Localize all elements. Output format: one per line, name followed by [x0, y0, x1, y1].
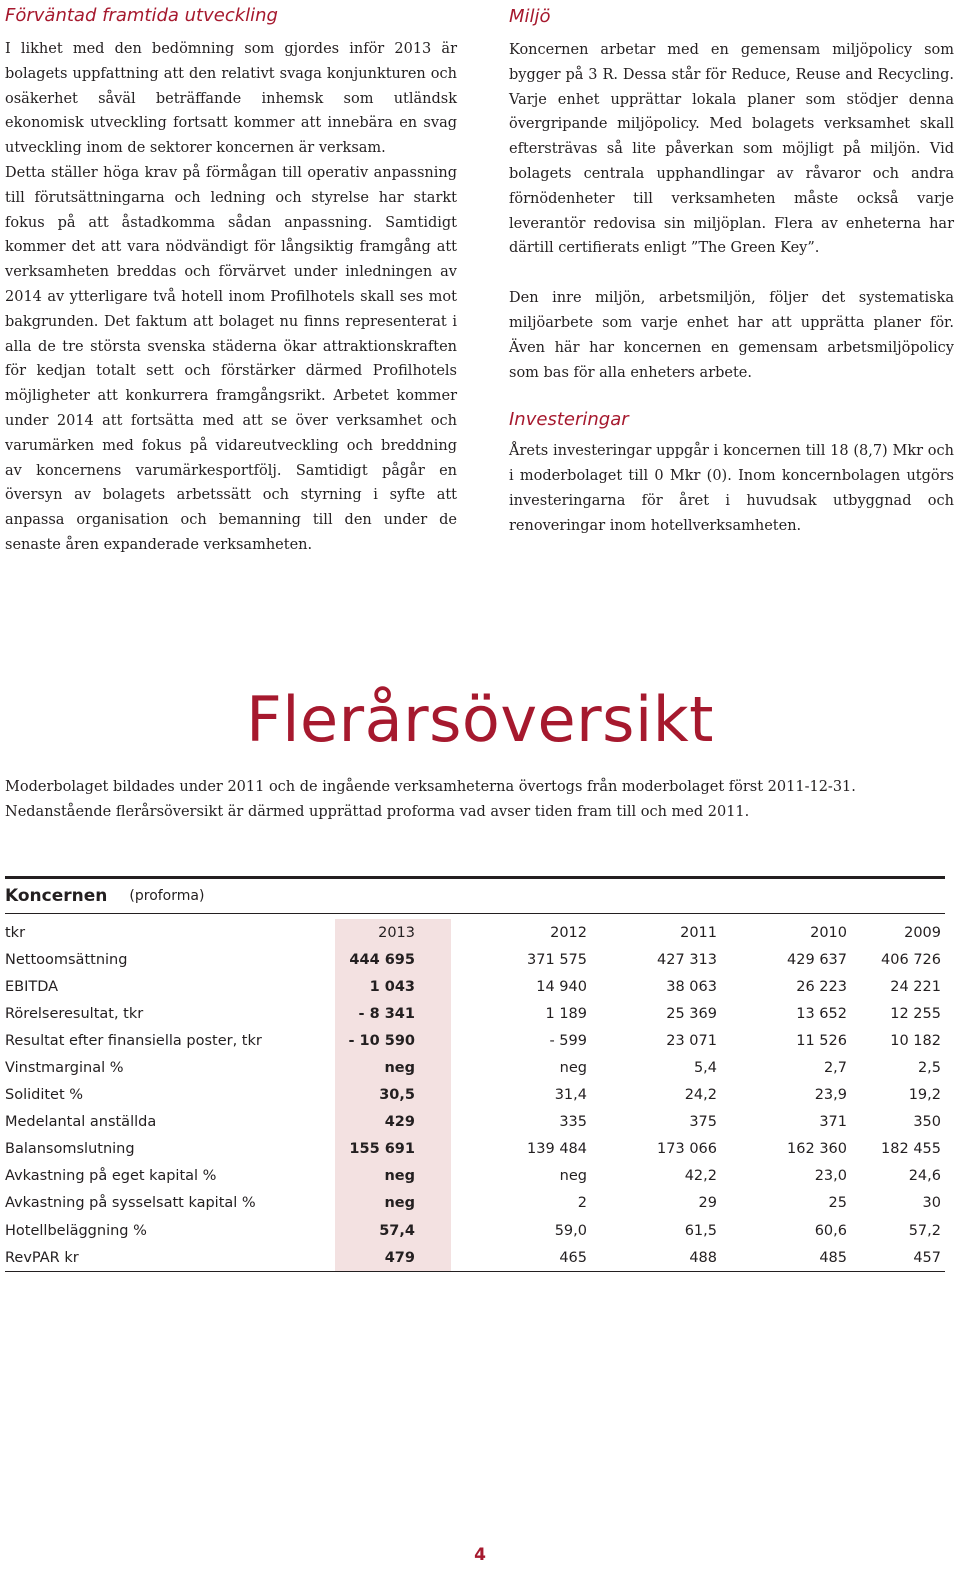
table-cell: 30,5	[335, 1082, 451, 1109]
table-header-cell: 2013	[335, 919, 451, 946]
table-header-cell: 2012	[550, 924, 587, 941]
multi-year-table-section	[5, 876, 945, 1272]
table-cell: neg	[335, 1190, 451, 1217]
table-cell: 19,2	[908, 1087, 941, 1104]
table-cell: 42,2	[684, 1168, 717, 1185]
table-cell: - 599	[549, 1032, 587, 1049]
table-row	[5, 1082, 945, 1109]
table-cell: 429	[335, 1109, 451, 1136]
table-cell: 26 223	[796, 978, 847, 995]
table-cell: 406 726	[881, 951, 941, 968]
table-cell: 12 255	[890, 1005, 941, 1022]
table-row-label: Avkastning på eget kapital %	[5, 1168, 217, 1185]
table-cell: 182 455	[881, 1141, 941, 1158]
table-row-label: Avkastning på sysselsatt kapital %	[5, 1195, 256, 1212]
table-cell: 25 369	[666, 1005, 717, 1022]
table-cell: 1 189	[545, 1005, 587, 1022]
table-cell: 59,0	[554, 1222, 587, 1239]
table-cell: 29	[698, 1195, 717, 1212]
table-header-cell: tkr	[5, 924, 26, 941]
table-row	[5, 1136, 945, 1163]
table-cell: 2,7	[823, 1060, 847, 1077]
table-cell: 14 940	[536, 978, 587, 995]
table-cell: 24 221	[890, 978, 941, 995]
table-cell: 57,2	[908, 1222, 941, 1239]
table-row	[5, 1027, 945, 1054]
table-row	[5, 1190, 945, 1217]
table-cell: 57,4	[335, 1217, 451, 1244]
paragraph-future-1: I likhet med den bedömning som gjordes inför 2013 är bolagets uppfattning att den relativt svaga konjunkturen och osäkerhet såväl beträffande inhemsk som utländsk ekonomisk utveckling fortsatt kommer att innebära en svag utveckling inom de sektorer koncernen är verksam.	[5, 41, 457, 157]
heading-investments: Investeringar	[509, 409, 629, 431]
table-cell: 10 182	[890, 1032, 941, 1049]
table-cell: neg	[559, 1060, 587, 1077]
table-row	[5, 1217, 945, 1244]
table-caption	[5, 879, 945, 914]
table-cell: 2	[577, 1195, 587, 1212]
table-header-cell: 2011	[680, 924, 717, 941]
table-cell: - 10 590	[335, 1027, 451, 1054]
table-cell: neg	[559, 1168, 587, 1185]
table-cell: 23,0	[814, 1168, 847, 1185]
table-row-label: RevPAR kr	[5, 1244, 335, 1272]
paragraph-investments: Årets investeringar uppgår i koncernen till 18 (8,7) Mkr och i moderbolaget till 0 Mkr (0). Inom koncernbolagen utgörs investeringarna för året i huvudsak utbyggnad och renoveringar inom hotellverksamheten.	[509, 443, 954, 534]
right-column	[509, 0, 954, 539]
table-cell: 60,6	[814, 1222, 847, 1239]
table-row-label: EBITDA	[5, 978, 59, 995]
table-cell: 2,5	[917, 1060, 941, 1077]
table-row-label: Soliditet %	[5, 1087, 84, 1104]
table-cell: 23 071	[666, 1032, 717, 1049]
table-cell: 444 695	[335, 946, 451, 973]
overview-intro-line-2: Nedanstående flerårsöversikt är därmed upprättad proforma vad avser tiden fram till och med 2011.	[5, 803, 750, 820]
table-cell: - 8 341	[335, 1000, 451, 1027]
table-cell: 139 484	[527, 1141, 587, 1158]
multi-year-table-body	[5, 919, 945, 1272]
table-cell: 5,4	[693, 1060, 717, 1077]
table-cell: 31,4	[554, 1087, 587, 1104]
table-cell: 371 575	[527, 951, 587, 968]
table-cell: 24,2	[684, 1087, 717, 1104]
table-cell: 11 526	[796, 1032, 847, 1049]
table-cell: 479	[335, 1244, 451, 1272]
table-caption-title: Koncernen	[5, 886, 108, 906]
table-row-label: Balansomslutning	[5, 1141, 135, 1158]
table-cell: 371	[819, 1114, 847, 1131]
table-cell: 335	[559, 1114, 587, 1131]
table-row	[5, 946, 945, 973]
table-cell: 162 360	[787, 1141, 847, 1158]
heading-environment: Miljö	[509, 6, 551, 27]
table-cell: 23,9	[814, 1087, 847, 1104]
overview-intro	[5, 775, 945, 824]
table-cell: neg	[335, 1163, 451, 1190]
table-cell: 13 652	[796, 1005, 847, 1022]
table-cell: 38 063	[666, 978, 717, 995]
table-cell: 375	[689, 1114, 717, 1131]
table-row	[5, 1109, 945, 1136]
table-row-label: Vinstmarginal %	[5, 1060, 124, 1077]
table-cell: 25	[828, 1195, 847, 1212]
table-cell: 24,6	[908, 1168, 941, 1185]
table-cell: 30	[922, 1195, 941, 1212]
table-header-cell: 2010	[810, 924, 847, 941]
table-cell: 427 313	[657, 951, 717, 968]
table-cell: 1 043	[335, 973, 451, 1000]
table-row	[5, 1244, 945, 1272]
table-caption-subtitle: (proforma)	[129, 888, 205, 904]
table-cell: 350	[913, 1114, 941, 1131]
table-row-label: Nettoomsättning	[5, 951, 128, 968]
paragraph-environment-2: Den inre miljön, arbetsmiljön, följer det systematiska miljöarbete som varje enhet har att upprätta planer för. Även här har koncernen en gemensam arbetsmiljöpolicy som bas för alla enheters arbete.	[509, 290, 954, 381]
table-row	[5, 1163, 945, 1190]
table-header-row	[5, 919, 945, 946]
paragraph-environment-1: Koncernen arbetar med en gemensam miljöpolicy som bygger på 3 R. Dessa står för Reduce, Reuse and Recycling. Varje enhet upprättar lokala planer som stödjer denna övergripande miljöpolicy. Med bolagets verksamhet skall eftersträvas så lite påverkan som möjligt på miljön. Vid bolagets centrala upphandlingar av råvaror och andra förnödenheter till verksamheten måste också varje leverantör redovisa sin miljöplan. Flera av enheterna har därtill certifierats enligt ”The Green Key”.	[509, 42, 954, 257]
overview-title: Flerårsöversikt	[246, 683, 714, 756]
multi-year-table	[5, 919, 945, 1272]
heading-future-development: Förväntad framtida utveckling	[5, 5, 278, 26]
overview-intro-line-1: Moderbolaget bildades under 2011 och de ingående verksamheterna övertogs från moderbolaget först 2011-12-31.	[5, 779, 856, 795]
table-row-label: Medelantal anställda	[5, 1114, 157, 1131]
table-cell: 173 066	[657, 1141, 717, 1158]
paragraph-future-2: Detta ställer höga krav på förmågan till operativ anpassning till förutsättningarna och ledning och styrelse har starkt fokus på att åstadkomma sådan anpassning. Samtidigt kommer det att vara nödvändigt för långsiktig framgång att verksamheten breddas och förvärvet under inledningen av 2014 av ytterligare två hotell inom Profilhotels skall ses mot bakgrunden. Det faktum att bolaget nu finns representerat i alla de tre största svenska städerna ökar attraktionskraften för kedjan totalt sett och förstärker därmed Profilhotels möjligheter att konkurrera framgångsrikt. Arbetet kommer under 2014 att fortsätta med att se över verksamhet och varumärken med fokus på vidareutveckling och breddning av koncernens varumärkesportfölj. Samtidigt pågår en översyn av bolagets arbetssätt och styrning i syfte att anpassa organisation och bemanning till den under de senaste åren expanderade verksamheten.	[5, 164, 457, 553]
table-cell: 488	[591, 1244, 721, 1272]
table-cell: 457	[851, 1244, 945, 1272]
table-cell: 155 691	[335, 1136, 451, 1163]
table-row-label: Resultat efter finansiella poster, tkr	[5, 1032, 262, 1049]
table-cell: 429 637	[787, 951, 847, 968]
page-number: 4	[474, 1545, 486, 1565]
table-cell: 465	[451, 1244, 591, 1272]
table-row-label: Hotellbeläggning %	[5, 1222, 147, 1239]
table-row	[5, 973, 945, 1000]
table-row	[5, 1000, 945, 1027]
table-row-label: Rörelseresultat, tkr	[5, 1005, 144, 1022]
table-row	[5, 1054, 945, 1081]
table-cell: neg	[335, 1054, 451, 1081]
left-column	[5, 0, 457, 558]
table-cell: 485	[721, 1244, 851, 1272]
table-cell: 61,5	[684, 1222, 717, 1239]
table-header-cell: 2009	[904, 924, 941, 941]
